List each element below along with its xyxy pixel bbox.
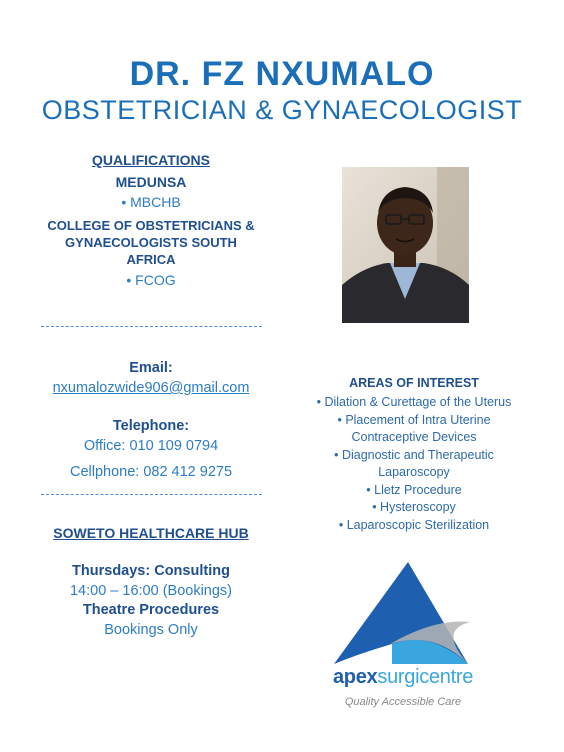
institution-college (40, 217, 262, 268)
consulting-label: Thursdays: Consulting (72, 563, 230, 579)
doctor-specialty: OBSTETRICIAN & GYNAECOLOGIST (41, 95, 523, 125)
divider-2 (41, 494, 262, 495)
institution-college-line3: AFRICA (126, 252, 176, 267)
areas-of-interest-heading: AREAS OF INTEREST (349, 376, 479, 390)
aoi-item: • Lletz Procedure (366, 482, 462, 497)
degree-mbchb: • MBCHB (121, 194, 181, 210)
doctor-portrait-image (342, 167, 469, 323)
aoi-item-continuation: Contraceptive Devices (351, 430, 477, 444)
email-link[interactable]: nxumalozwide906@gmail.com (52, 380, 250, 396)
cell-phone: Cellphone: 082 412 9275 (69, 464, 233, 480)
aoi-item: • Placement of Intra Uterine (337, 412, 491, 427)
qualifications-heading: QUALIFICATIONS (92, 152, 210, 168)
divider-1 (41, 326, 262, 327)
aoi-item: • Diagnostic and Therapeutic (334, 447, 494, 462)
brand-apex: apex (332, 666, 378, 688)
theatre-note: Bookings Only (104, 622, 198, 638)
consulting-hours: 14:00 – 16:00 (Bookings) (69, 583, 233, 599)
apex-brand-name (318, 666, 488, 689)
aoi-item: • Dilation & Curettage of the Uterus (316, 395, 512, 409)
brand-surgicentre: surgicentre (377, 666, 474, 688)
aoi-item: • Laparoscopic Sterilization (338, 517, 490, 532)
institution-college-line2: GYNAECOLOGISTS SOUTH (65, 235, 237, 250)
institution-medunsa: MEDUNSA (115, 174, 187, 190)
aoi-item: • Hysteroscopy (372, 500, 456, 514)
doctor-photo (342, 167, 469, 323)
office-phone: Office: 010 109 0794 (83, 438, 219, 454)
degree-fcog: • FCOG (126, 272, 176, 288)
apex-triangle-icon (330, 560, 500, 670)
email-label: Email: (129, 360, 173, 376)
theatre-label: Theatre Procedures (82, 602, 220, 618)
areas-of-interest-list (290, 394, 538, 534)
institution-college-line1: COLLEGE OF OBSTETRICIANS & (47, 218, 255, 233)
aoi-item-continuation: Laparoscopy (378, 465, 450, 479)
telephone-label: Telephone: (112, 418, 190, 434)
hub-name: SOWETO HEALTHCARE HUB (53, 525, 249, 541)
brand-tagline: Quality Accessible Care (344, 696, 462, 708)
doctor-name: DR. FZ NXUMALO (129, 55, 435, 93)
